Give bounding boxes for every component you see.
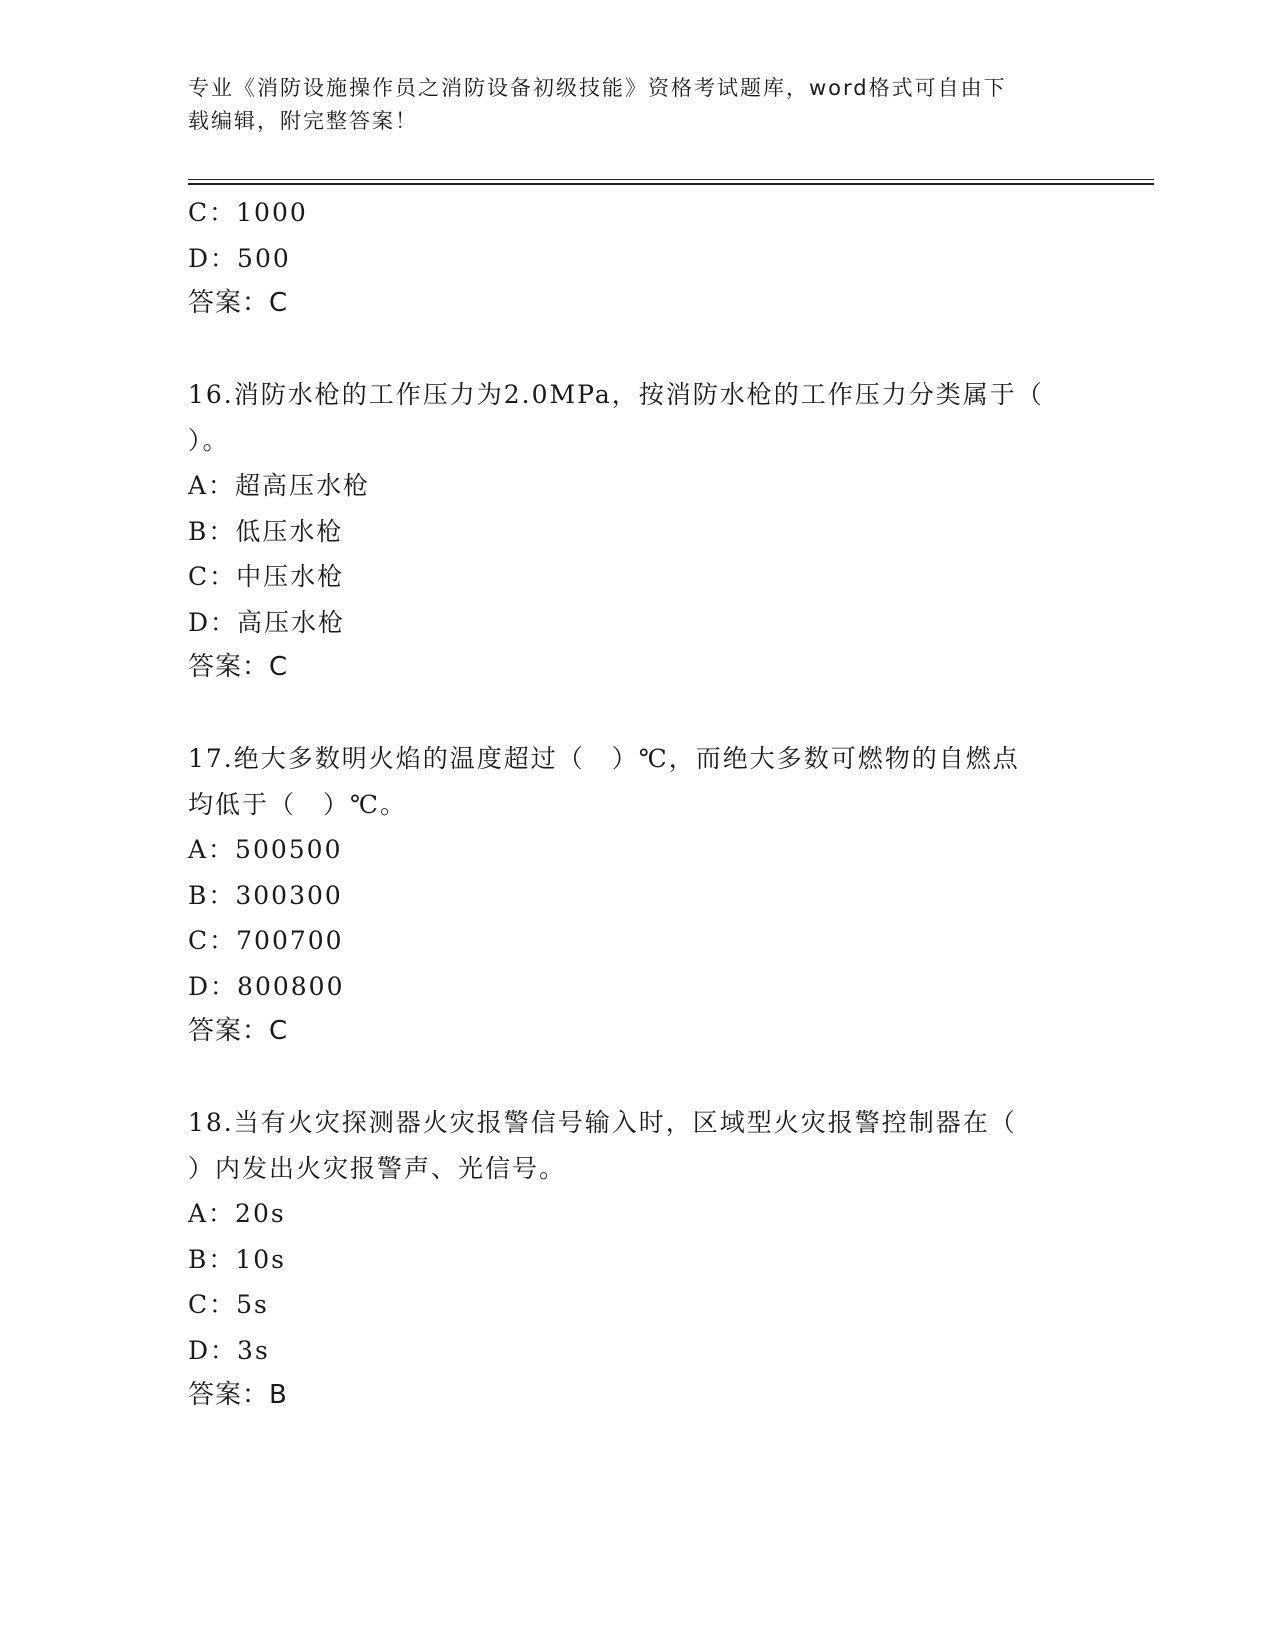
option-d: D：500 [188, 243, 291, 273]
option-b: B：10s [188, 1244, 287, 1274]
header-line-1: 专业《消防设施操作员之消防设备初级技能》资格考试题库，word格式可自由下 [188, 76, 1007, 100]
header-divider-thin [188, 179, 1154, 180]
answer: 答案：B [188, 1380, 288, 1410]
option-b: B：低压水枪 [188, 516, 344, 546]
spacer [188, 1055, 1088, 1101]
question-list [188, 190, 1088, 1419]
option-b: B：300300 [188, 880, 343, 910]
spacer [188, 327, 1088, 373]
document-header [188, 72, 1088, 138]
question-stem-line-1: 18.当有火灾探测器火灾报警信号输入时，区域型火灾报警控制器在（ [188, 1108, 1017, 1137]
answer: 答案：C [188, 652, 289, 682]
question-stem-line-2: ）。 [188, 425, 230, 455]
question-18 [188, 1100, 1088, 1419]
option-a: A：超高压水枪 [188, 471, 371, 500]
option-c: C：1000 [188, 198, 308, 227]
option-c: C：中压水枪 [188, 562, 345, 591]
option-c: C：5s [188, 1290, 269, 1319]
answer: 答案：C [188, 288, 289, 318]
spacer [188, 691, 1088, 737]
option-c: C：700700 [188, 926, 344, 955]
header-divider-thick [188, 183, 1154, 185]
option-d: D：高压水枪 [188, 607, 346, 637]
option-d: D：3s [188, 1335, 270, 1365]
question-stem-line-1: 17.绝大多数明火焰的温度超过（ ）℃，而绝大多数可燃物的自燃点 [188, 744, 1020, 773]
question-16 [188, 372, 1088, 691]
header-line-2: 载编辑，附完整答案！ [188, 109, 418, 133]
question-15-partial [188, 190, 1088, 327]
question-stem-line-2: ）内发出火灾报警声、光信号。 [188, 1153, 567, 1183]
question-stem-line-2: 均低于（ ）℃。 [188, 789, 407, 819]
option-a: A：500500 [188, 835, 343, 864]
option-a: A：20s [188, 1199, 286, 1228]
option-d: D：800800 [188, 971, 345, 1001]
question-17 [188, 736, 1088, 1055]
answer: 答案：C [188, 1016, 289, 1046]
question-stem-line-1: 16.消防水枪的工作压力为2.0MPa，按消防水枪的工作压力分类属于（ [188, 380, 1044, 409]
